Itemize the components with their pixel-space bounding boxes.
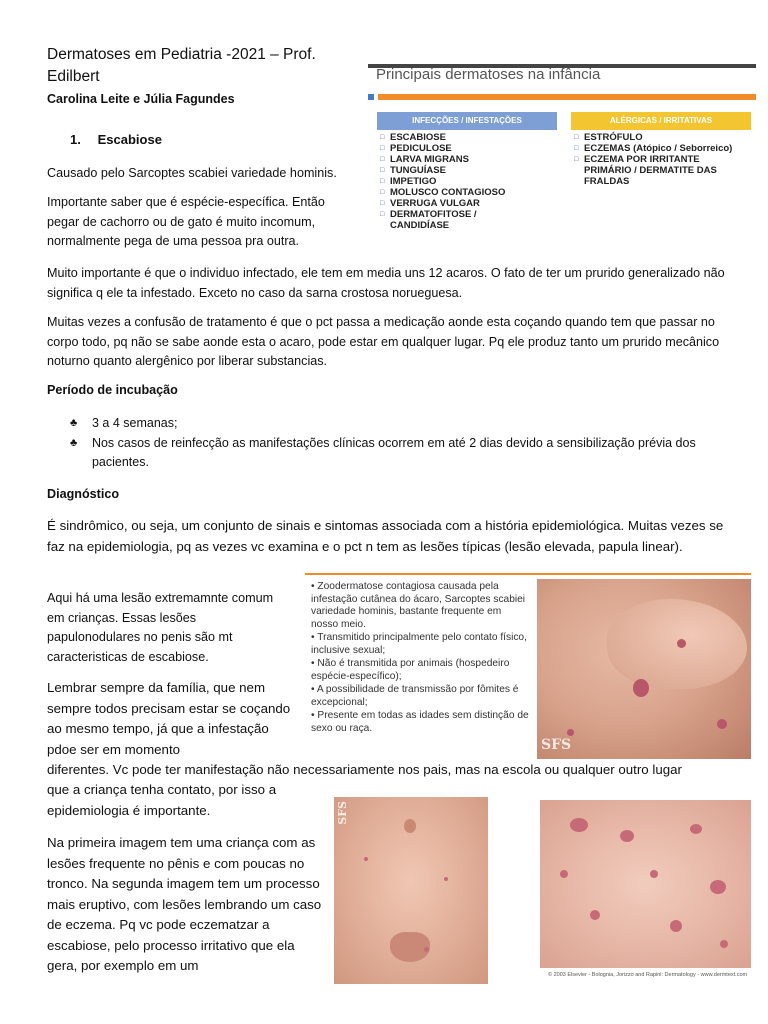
list-item: ♣ Nos casos de reinfecção as manifestações clínicas ocorrem em até 2 dias devido a sensibilização prévia dos pacientes. (70, 434, 730, 473)
paragraph-family-b: diferentes. Vc pode ter manifestação não necessariamente nos pais, mas na escola ou qualquer outro lugar (47, 762, 682, 777)
infections-header: INFECÇÕES / INFESTAÇÕES (377, 112, 557, 130)
list-item: • Presente em todas as idades sem distinção de sexo ou raça. (311, 710, 529, 734)
photo-watermark: SFS (541, 737, 572, 753)
scabies-facts-figure (305, 573, 751, 759)
square-bullet-icon: □ (380, 200, 385, 207)
list-item: □ ESCABIOSE (380, 132, 446, 143)
figure-orange-bar (378, 94, 756, 100)
paragraph-diagnosis: É sindrômico, ou seja, um conjunto de sinais e sintomas associada com a história epidemiológica. Muitas vezes se faz na epidemiologia, pq as vezes vc examina e o pct n tem as lesões típicas (lesão elevada, papula linear). (47, 518, 724, 554)
list-item: □ ECZEMAS (Atópico / Seborreico) (574, 143, 733, 154)
photo-watermark: SFS (336, 801, 349, 825)
square-bullet-icon: □ (380, 178, 385, 185)
list-item: • Transmitido principalmente pelo contato físico, inclusive sexual; (311, 632, 527, 656)
square-bullet-icon: □ (574, 156, 579, 163)
list-item: □ ESTRÓFULO (574, 132, 643, 143)
square-bullet-icon: □ (380, 145, 385, 152)
figure-accent-square (368, 94, 374, 100)
square-bullet-icon: □ (574, 134, 579, 141)
square-bullet-icon: □ (380, 134, 385, 141)
facts-list (311, 581, 531, 736)
clinical-photo-eruptive-lesions (540, 800, 751, 968)
allergic-header: ALÉRGICAS / IRRITATIVAS (571, 112, 751, 130)
clinical-photo-child-trunk (334, 797, 488, 984)
section-title: Escabiose (97, 132, 162, 147)
section-number: 1. (70, 132, 81, 147)
authors: Carolina Leite e Júlia Fagundes (47, 92, 235, 106)
list-item: ♣ 3 a 4 semanas; (70, 414, 730, 434)
square-bullet-icon: □ (380, 156, 385, 163)
square-bullet-icon: □ (380, 211, 385, 218)
list-item: □ IMPETIGO (380, 176, 437, 187)
paragraph-images: Na primeira imagem tem uma criança com as lesões frequente no pênis e com poucas no tronco. Na segunda imagem tem um processo mais eruptivo, com lesões lembrando um caso de eczema. Pq vc pode eczematzar a escabiose, pelo processo irritativo que ela gera, por exemplo em um (47, 835, 322, 973)
photo-credit: © 2003 Elsevier - Bolognia, Jorizzo and Rapini: Dermatology - www.dermtext.com (548, 972, 748, 978)
list-item: □ LARVA MIGRANS (380, 154, 469, 165)
figure-top-line (305, 573, 751, 575)
paragraph-mites: Muito importante é que o individuo infectado, ele tem em media uns 12 acaros. O fato de ter um prurido generalizado não significa q ele ta infestado. Exceto no caso da sarna crostosa norueguesa. (47, 266, 725, 300)
diagnosis-heading: Diagnóstico (47, 487, 120, 501)
list-item: □ PEDICULOSE (380, 143, 452, 154)
paragraph-family-a: Lembrar sempre da família, que nem sempre todos precisam estar se coçando ao mesmo tempo, já que a infestação pdoe ser em momento (47, 680, 291, 757)
incubation-list (70, 414, 730, 473)
club-bullet-icon: ♣ (70, 417, 78, 429)
paragraph-specific: Importante saber que é espécie-específica. Então pegar de cachorro ou de gato é muito incomum, normalmente pega de uma pessoa pra outra. (47, 195, 325, 248)
section-heading (70, 132, 162, 147)
allergic-list (574, 132, 754, 187)
list-item: □ DERMATOFITOSE / CANDIDÍASE (380, 209, 477, 231)
figure-heading: Principais dermatoses na infância (376, 66, 601, 83)
list-item: • Zoodermatose contagiosa causada pela infestação cutânea do ácaro, Sarcoptes scabiei variedade hominis, bastante frequente em nosso meio. (311, 581, 526, 630)
list-item: □ VERRUGA VULGAR (380, 198, 480, 209)
club-bullet-icon: ♣ (70, 436, 78, 449)
square-bullet-icon: □ (574, 145, 579, 152)
list-item: □ TUNGUÍASE (380, 165, 446, 176)
list-item: □ MOLUSCO CONTAGIOSO (380, 187, 506, 198)
list-item: • Não é transmitida por animais (hospedeiro espécie-específico); (311, 658, 510, 682)
list-item: • A possibilidade de transmissão por fômites é excepcional; (311, 684, 519, 708)
paragraph-cause: Causado pelo Sarcoptes scabiei variedade hominis. (47, 166, 337, 180)
document-title: Dermatoses em Pediatria -2021 – Prof. Edilbert (47, 46, 316, 85)
infections-list (380, 132, 560, 231)
paragraph-family-c: que a criança tenha contato, por isso a epidemiologia é importante. (47, 782, 277, 818)
clinical-photo-penile-lesions (537, 579, 751, 759)
list-item: □ ECZEMA POR IRRITANTE PRIMÁRIO / DERMATITE DAS FRALDAS (574, 154, 717, 187)
dermatoses-table-figure (368, 64, 756, 244)
incubation-heading: Período de incubação (47, 383, 178, 397)
square-bullet-icon: □ (380, 167, 385, 174)
paragraph-treatment: Muitas vezes a confusão de tratamento é que o pct passa a medicação aonde esta coçando quando tem que passar no corpo todo, pq não se sabe aonde esta o acaro, pode estar em qualquer lugar. Pq ele produz tanto um prurido mecânico noturno quanto alergênico por liberar substancias. (47, 315, 720, 368)
square-bullet-icon: □ (380, 189, 385, 196)
paragraph-lesion: Aqui há uma lesão extremamnte comum em crianças. Essas lesões papulonodulares no penis são mt caracteristicas de escabiose. (47, 591, 274, 664)
